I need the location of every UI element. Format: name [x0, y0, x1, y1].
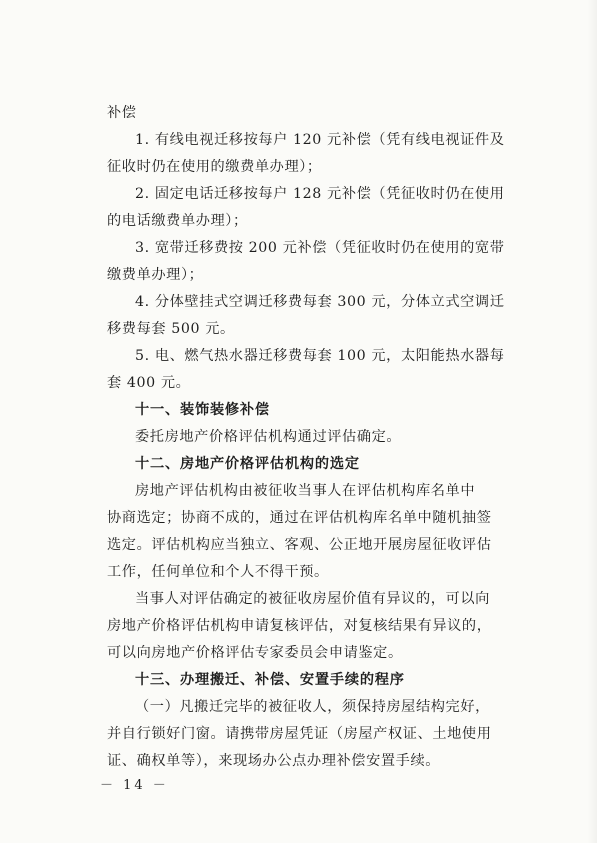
page-edge-shadow: [587, 0, 597, 843]
text-line: 移费每套 500 元。: [107, 321, 235, 337]
text-line: 选定。评估机构应当独立、客观、公正地开展房屋征收评估: [107, 537, 492, 553]
text-line: 1. 有线电视迁移按每户 120 元补偿（凭有线电视证件及: [135, 132, 505, 148]
section-heading: 十一、装饰装修补偿: [135, 402, 270, 418]
page-number: － 14 －: [100, 778, 169, 793]
text-line: （一）凡搬迁完毕的被征收人，须保持房屋结构完好，: [135, 699, 490, 715]
text-line: 证、确权单等），来现场办公点办理补偿安置手续。: [107, 753, 441, 769]
text-line: 协商选定；协商不成的，通过在评估机构库名单中随机抽签: [107, 510, 492, 526]
text-line: 3. 宽带迁移费按 200 元补偿（凭征收时仍在使用的宽带: [135, 240, 505, 256]
text-line: 委托房地产价格评估机构通过评估确定。: [135, 429, 402, 445]
section-heading: 十二、房地产价格评估机构的选定: [135, 456, 360, 472]
section-heading: 十三、办理搬迁、补偿、安置手续的程序: [135, 672, 405, 688]
text-line: 房地产价格评估机构申请复核评估，对复核结果有异议的，: [107, 618, 492, 634]
text-line: 工作，任何单位和个人不得干预。: [107, 564, 329, 580]
text-line: 4. 分体壁挂式空调迁移费每套 300 元，分体立式空调迁: [135, 294, 505, 310]
text-line: 当事人对评估确定的被征收房屋价值有异议的，可以向: [135, 591, 490, 607]
text-line: 的电话缴费单办理）；: [107, 213, 248, 229]
text-line: 并自行锁好门窗。请携带房屋凭证（房屋产权证、土地使用: [107, 726, 492, 742]
text-line: 补偿: [107, 105, 137, 121]
text-line: 缴费单办理）；: [107, 267, 204, 283]
text-line: 房地产评估机构由被征收当事人在评估机构库名单中: [135, 483, 476, 499]
text-line: 套 400 元。: [107, 375, 191, 391]
text-line: 5. 电、燃气热水器迁移费每套 100 元，太阳能热水器每: [135, 348, 505, 364]
text-line: 可以向房地产价格评估专家委员会申请鉴定。: [107, 645, 403, 661]
text-line: 2. 固定电话迁移按每户 128 元补偿（凭征收时仍在使用: [135, 186, 505, 202]
text-line: 征收时仍在使用的缴费单办理）；: [107, 159, 322, 175]
